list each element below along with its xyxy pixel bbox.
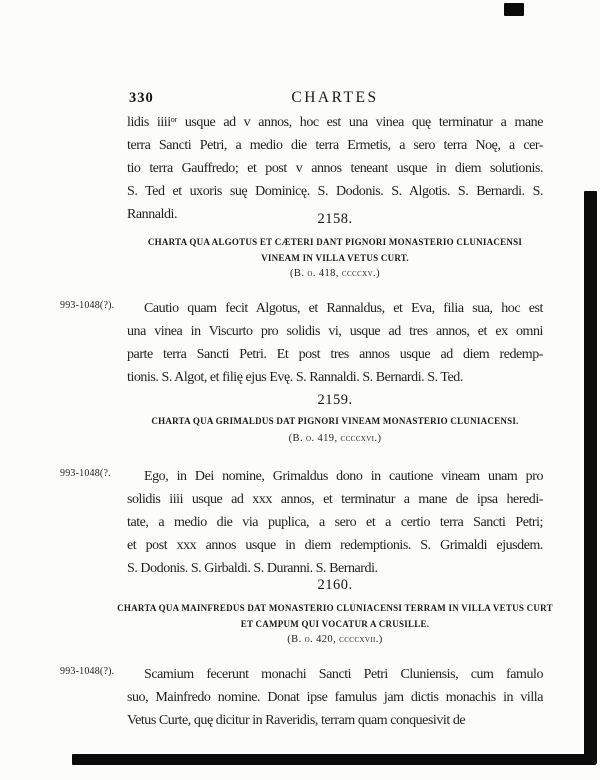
page-number: 330 (129, 90, 154, 106)
text-line: Rannaldi. (127, 207, 177, 222)
margin-date-2160: 993-1048(?). (60, 666, 115, 677)
charter-heading-line: ET CAMPUM QUI VOCATUR A CRUSILLE. (240, 619, 430, 629)
text-line: tionis. S. Algot, et filię ejus Evę. S. Rannaldi. S. Bernardi. S. Ted. (127, 370, 463, 385)
text-line: parte terra Sancti Petri. Et post tres annos usque ad diem redemp- (127, 347, 543, 362)
text-line: terra Sancti Petri, a medio die terra Ermetis, a sero terra Noę, a cer- (127, 138, 543, 153)
charter-number-2158: 2158. (317, 211, 353, 227)
text-line: lidis iiiiᵒʳ usque ad v annos, hoc est una vinea quę terminatur a mane (127, 115, 543, 130)
text-line: Ego, in Dei nomine, Grimaldus dono in cautione vineam unam pro (144, 469, 543, 484)
text-line: una vinea in Viscurto pro solidis vi, usque ad tres annos, et ex omni (127, 324, 543, 339)
charter-heading-line: CHARTA QUA GRIMALDUS DAT PIGNORI VINEAM MONASTERIO CLUNIACENSI. (151, 416, 519, 426)
charter-heading-2160 (97, 600, 573, 632)
scan-artifact-top-right (504, 3, 524, 16)
charter-number-2160: 2160. (317, 577, 353, 593)
continuation-paragraph (127, 111, 543, 226)
text-line: S. Ted et uxoris suę Dominicę. S. Dodonis. S. Algotis. S. Bernardi. S. (127, 184, 543, 199)
charter-citation-2159: (B. o. 419, ccccxvi.) (288, 433, 382, 444)
scan-artifact-bottom-edge (72, 754, 596, 765)
charter-number-2159: 2159. (317, 392, 353, 408)
running-title: CHARTES (291, 89, 379, 106)
charter-text-2160 (127, 663, 543, 732)
charter-citation-2160: (B. o. 420, ccccxvii.) (287, 634, 383, 645)
margin-date-2159: 993-1048(?. (60, 468, 111, 479)
text-line: tate, a medio die via puplica, a sero et a certio terra Sancti Petri; (127, 515, 543, 530)
charter-heading-line: VINEAM IN VILLA VETUS CURT. (261, 253, 409, 263)
charter-heading-2158 (97, 234, 573, 266)
text-line: Scamium fecerunt monachi Sancti Petri Cluniensis, cum famulo (144, 667, 543, 682)
text-line: Cautio quam fecit Algotus, et Rannaldus, et Eva, filia sua, hoc est (144, 301, 543, 316)
scan-artifact-right-edge (584, 191, 597, 764)
text-line: solidis iiii usque ad xxx annos, et terminatur a mane de ipsa heredi- (127, 492, 543, 507)
charter-heading-2159 (97, 413, 573, 429)
text-line: suo, Mainfredo nomine. Donat ipse famulus jam dictis monachis in villa (127, 690, 543, 705)
charter-citation-2158: (B. o. 418, ccccxv.) (290, 268, 380, 279)
charter-heading-line: CHARTA QUA MAINFREDUS DAT MONASTERIO CLUNIACENSI TERRAM IN VILLA VETUS CURT (117, 603, 553, 613)
text-line: tio terra Gauffredo; et post v annos teneant usque in diem solutionis. (127, 161, 543, 176)
charter-heading-line: CHARTA QUA ALGOTUS ET CÆTERI DANT PIGNORI MONASTERIO CLUNIACENSI (147, 237, 523, 247)
text-line: et post xxx annos usque in diem redemptionis. S. Grimaldi ejusdem. (127, 538, 543, 553)
charter-text-2159 (127, 465, 543, 580)
margin-date-2158: 993-1048(?). (60, 300, 115, 311)
charter-text-2158 (127, 297, 543, 389)
text-line: Vetus Curte, quę dicitur in Raveridis, terram quam conquesivit de (127, 713, 466, 728)
text-line: S. Dodonis. S. Girbaldi. S. Duranni. S. Bernardi. (127, 561, 378, 576)
